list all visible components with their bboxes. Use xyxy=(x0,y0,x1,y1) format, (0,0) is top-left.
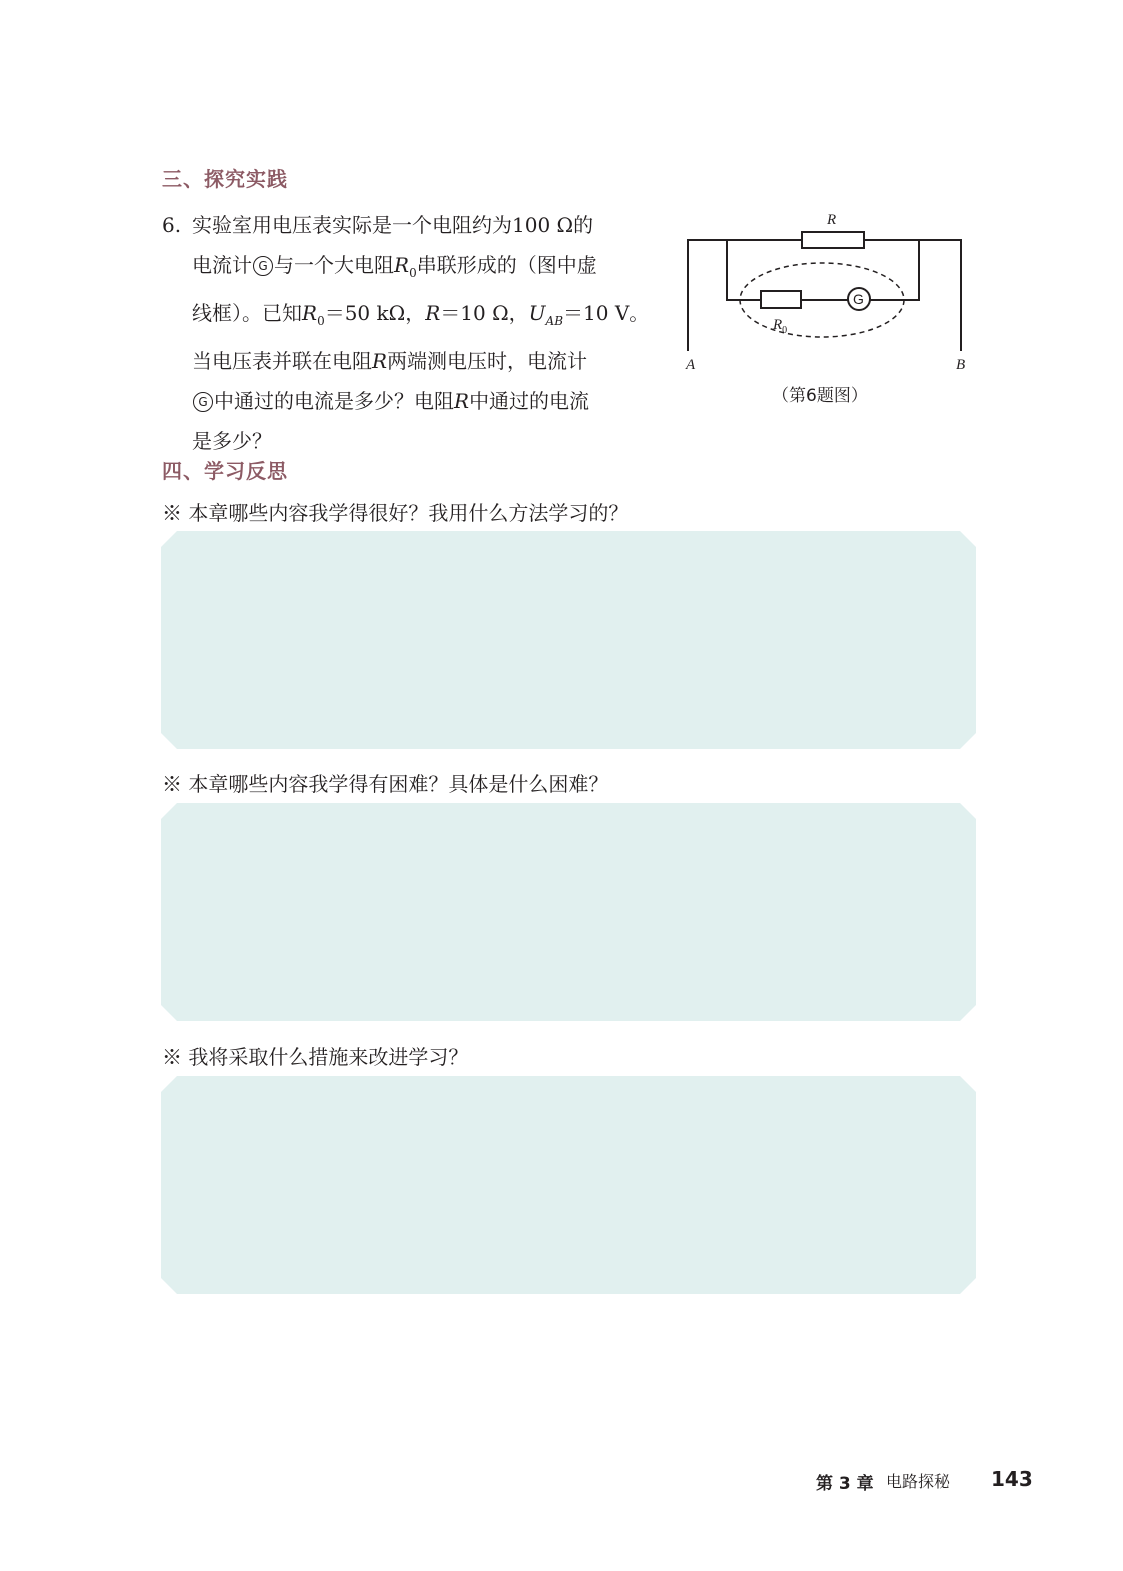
label-B: B xyxy=(956,357,966,373)
question-line: G 中通过的电流是多少？电阻R中通过的电流 xyxy=(192,381,652,421)
section-heading-inquiry: 三、探究实践 xyxy=(162,167,288,191)
resistor-R xyxy=(802,232,864,248)
label-R: R xyxy=(827,212,837,228)
footer-chapter: 第 3 章 xyxy=(816,1474,874,1494)
question-number: 6. xyxy=(162,213,182,237)
question-line: 线框）。已知$R_0=50$ kΩ，R＝10 Ω，$U_{AB}=10$ V。 xyxy=(192,301,650,328)
footer-chapter-title: 电路探秘 xyxy=(886,1472,951,1491)
answer-area[interactable] xyxy=(161,1076,976,1294)
label-G: G xyxy=(853,291,864,307)
galvanometer-symbol: G xyxy=(193,392,213,412)
question-line: 实验室用电压表实际是一个电阻约为100 Ω的 xyxy=(192,213,594,237)
reflection-prompt: ※ 本章哪些内容我学得有困难？具体是什么困难？ xyxy=(162,772,609,796)
resistor-R0 xyxy=(761,291,801,308)
section-heading-reflection: 四、学习反思 xyxy=(162,459,288,483)
question-line: 电流计 G 与一个大电阻$R_0$串联形成的（图中虚 xyxy=(192,253,597,280)
question-line: 是多少？ xyxy=(192,429,272,453)
circuit-diagram xyxy=(682,205,972,405)
reflection-prompt: ※ 我将采取什么措施来改进学习？ xyxy=(162,1045,469,1069)
galvanometer-symbol: G xyxy=(253,256,273,276)
answer-area[interactable] xyxy=(161,531,976,749)
page-number: 143 xyxy=(991,1467,1033,1491)
label-A: A xyxy=(686,357,696,373)
figure-caption: （第6题图） xyxy=(772,386,868,406)
wire-left xyxy=(688,240,961,351)
question-line: 当电压表并联在电阻R两端测电压时，电流计 xyxy=(192,349,588,373)
question-6-text xyxy=(192,205,652,461)
answer-area[interactable] xyxy=(161,803,976,1021)
label-R0: $R_0$ xyxy=(773,317,788,336)
reflection-prompt: ※ 本章哪些内容我学得很好？我用什么方法学习的？ xyxy=(162,501,629,525)
